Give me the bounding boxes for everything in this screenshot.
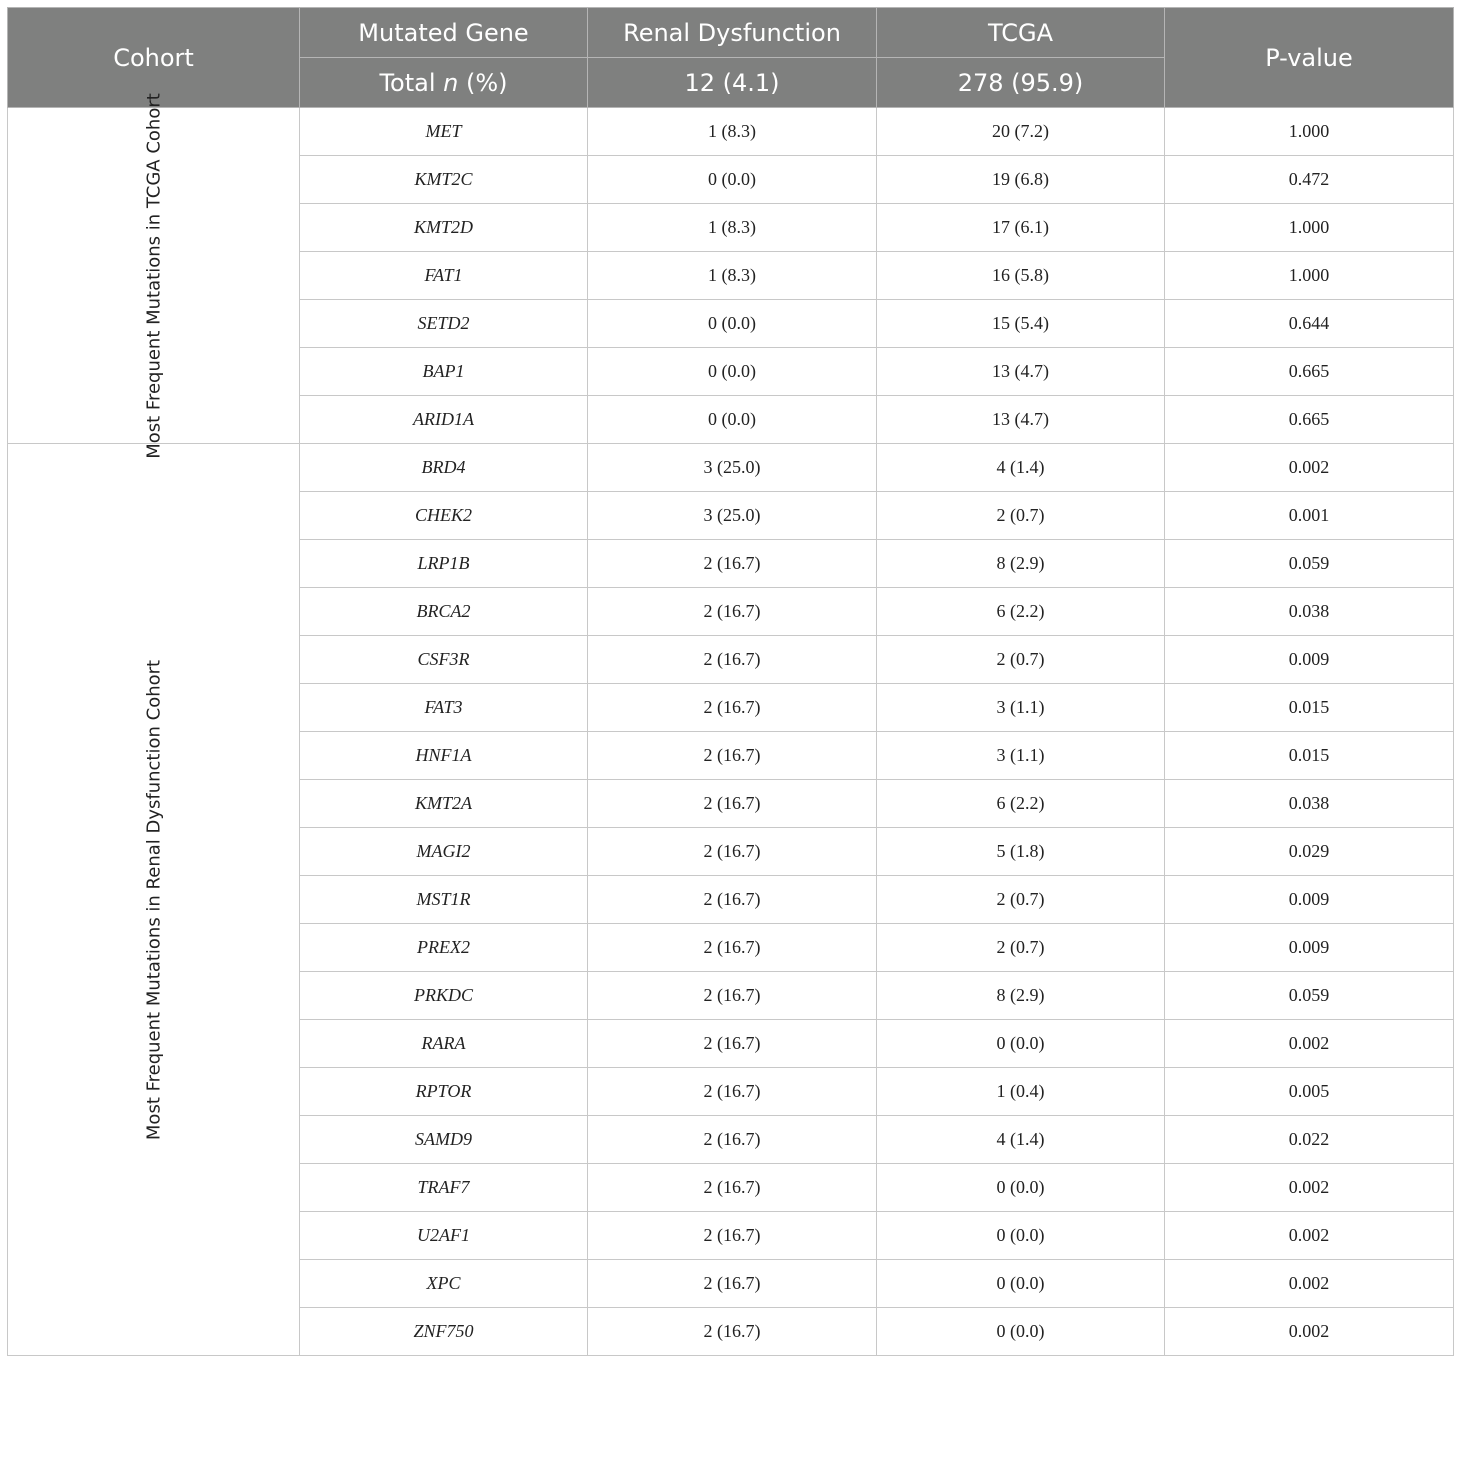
total-label-n: n (443, 68, 459, 97)
renal-dysfunction-cell: 1 (8.3) (588, 252, 877, 300)
gene-cell: MET (300, 108, 588, 156)
renal-dysfunction-cell: 2 (16.7) (588, 1116, 877, 1164)
renal-dysfunction-cell: 2 (16.7) (588, 828, 877, 876)
gene-cell: KMT2D (300, 204, 588, 252)
tcga-cell: 0 (0.0) (877, 1164, 1165, 1212)
gene-cell: MAGI2 (300, 828, 588, 876)
gene-cell: PREX2 (300, 924, 588, 972)
table-row (8, 444, 1454, 492)
tcga-cell: 2 (0.7) (877, 492, 1165, 540)
tcga-cell: 6 (2.2) (877, 588, 1165, 636)
renal-dysfunction-cell: 2 (16.7) (588, 732, 877, 780)
gene-cell: U2AF1 (300, 1212, 588, 1260)
mutation-comparison-table (7, 7, 1454, 1356)
gene-cell: TRAF7 (300, 1164, 588, 1212)
header-renal-dysfunction: Renal Dysfunction (588, 8, 877, 58)
p-value-cell: 0.002 (1165, 444, 1454, 492)
total-label-suffix: (%) (458, 68, 508, 97)
tcga-cell: 4 (1.4) (877, 1116, 1165, 1164)
gene-cell: SAMD9 (300, 1116, 588, 1164)
p-value-cell: 0.009 (1165, 924, 1454, 972)
renal-dysfunction-cell: 2 (16.7) (588, 1260, 877, 1308)
renal-dysfunction-cell: 2 (16.7) (588, 972, 877, 1020)
gene-cell: ZNF750 (300, 1308, 588, 1356)
cohort-group-label: Most Frequent Mutations in TCGA Cohort (143, 92, 164, 459)
renal-dysfunction-cell: 2 (16.7) (588, 1212, 877, 1260)
renal-dysfunction-cell: 2 (16.7) (588, 780, 877, 828)
tcga-cell: 0 (0.0) (877, 1260, 1165, 1308)
p-value-cell: 1.000 (1165, 108, 1454, 156)
tcga-cell: 8 (2.9) (877, 540, 1165, 588)
renal-dysfunction-cell: 3 (25.0) (588, 492, 877, 540)
tcga-cell: 13 (4.7) (877, 396, 1165, 444)
renal-dysfunction-cell: 2 (16.7) (588, 684, 877, 732)
tcga-cell: 2 (0.7) (877, 876, 1165, 924)
gene-cell: FAT1 (300, 252, 588, 300)
p-value-cell: 0.059 (1165, 540, 1454, 588)
renal-dysfunction-cell: 2 (16.7) (588, 876, 877, 924)
renal-dysfunction-cell: 0 (0.0) (588, 348, 877, 396)
tcga-cell: 8 (2.9) (877, 972, 1165, 1020)
gene-cell: SETD2 (300, 300, 588, 348)
renal-dysfunction-cell: 0 (0.0) (588, 156, 877, 204)
p-value-cell: 0.059 (1165, 972, 1454, 1020)
p-value-cell: 0.665 (1165, 348, 1454, 396)
header-p-value: P-value (1165, 8, 1454, 108)
header-row-1 (8, 8, 1454, 58)
renal-dysfunction-cell: 2 (16.7) (588, 1164, 877, 1212)
tcga-cell: 5 (1.8) (877, 828, 1165, 876)
gene-cell: XPC (300, 1260, 588, 1308)
p-value-cell: 0.009 (1165, 876, 1454, 924)
header-cohort: Cohort (8, 8, 300, 108)
gene-cell: PRKDC (300, 972, 588, 1020)
tcga-cell: 17 (6.1) (877, 204, 1165, 252)
renal-dysfunction-cell: 2 (16.7) (588, 588, 877, 636)
renal-dysfunction-cell: 1 (8.3) (588, 204, 877, 252)
gene-cell: BRCA2 (300, 588, 588, 636)
renal-dysfunction-cell: 2 (16.7) (588, 540, 877, 588)
tcga-cell: 2 (0.7) (877, 636, 1165, 684)
gene-cell: CHEK2 (300, 492, 588, 540)
gene-cell: ARID1A (300, 396, 588, 444)
gene-cell: RPTOR (300, 1068, 588, 1116)
p-value-cell: 0.002 (1165, 1212, 1454, 1260)
header-tcga: TCGA (877, 8, 1165, 58)
tcga-cell: 2 (0.7) (877, 924, 1165, 972)
renal-dysfunction-cell: 2 (16.7) (588, 636, 877, 684)
gene-cell: HNF1A (300, 732, 588, 780)
p-value-cell: 0.038 (1165, 780, 1454, 828)
p-value-cell: 0.038 (1165, 588, 1454, 636)
p-value-cell: 0.015 (1165, 684, 1454, 732)
table-header (8, 8, 1454, 108)
p-value-cell: 0.644 (1165, 300, 1454, 348)
gene-cell: FAT3 (300, 684, 588, 732)
p-value-cell: 0.022 (1165, 1116, 1454, 1164)
tcga-cell: 16 (5.8) (877, 252, 1165, 300)
tcga-cell: 15 (5.4) (877, 300, 1165, 348)
table-body (8, 92, 1454, 1356)
p-value-cell: 0.002 (1165, 1164, 1454, 1212)
gene-cell: BRD4 (300, 444, 588, 492)
p-value-cell: 0.009 (1165, 636, 1454, 684)
gene-cell: CSF3R (300, 636, 588, 684)
p-value-cell: 0.002 (1165, 1260, 1454, 1308)
p-value-cell: 0.029 (1165, 828, 1454, 876)
p-value-cell: 1.000 (1165, 252, 1454, 300)
header-renal-total: 12 (4.1) (588, 58, 877, 108)
gene-cell: RARA (300, 1020, 588, 1068)
tcga-cell: 0 (0.0) (877, 1308, 1165, 1356)
renal-dysfunction-cell: 2 (16.7) (588, 1068, 877, 1116)
renal-dysfunction-cell: 3 (25.0) (588, 444, 877, 492)
tcga-cell: 0 (0.0) (877, 1020, 1165, 1068)
gene-cell: KMT2C (300, 156, 588, 204)
header-mutated-gene: Mutated Gene (300, 8, 588, 58)
renal-dysfunction-cell: 2 (16.7) (588, 1308, 877, 1356)
cohort-group-label: Most Frequent Mutations in Renal Dysfunction Cohort (143, 659, 164, 1140)
cohort-group-cell (8, 92, 300, 459)
p-value-cell: 0.002 (1165, 1308, 1454, 1356)
tcga-cell: 4 (1.4) (877, 444, 1165, 492)
table-row (8, 108, 1454, 156)
gene-cell: BAP1 (300, 348, 588, 396)
renal-dysfunction-cell: 0 (0.0) (588, 300, 877, 348)
renal-dysfunction-cell: 2 (16.7) (588, 924, 877, 972)
p-value-cell: 0.005 (1165, 1068, 1454, 1116)
p-value-cell: 0.665 (1165, 396, 1454, 444)
tcga-cell: 3 (1.1) (877, 732, 1165, 780)
gene-cell: LRP1B (300, 540, 588, 588)
tcga-cell: 1 (0.4) (877, 1068, 1165, 1116)
tcga-cell: 6 (2.2) (877, 780, 1165, 828)
tcga-cell: 19 (6.8) (877, 156, 1165, 204)
header-total-label (300, 58, 588, 108)
tcga-cell: 3 (1.1) (877, 684, 1165, 732)
renal-dysfunction-cell: 1 (8.3) (588, 108, 877, 156)
p-value-cell: 0.002 (1165, 1020, 1454, 1068)
header-tcga-total: 278 (95.9) (877, 58, 1165, 108)
gene-cell: MST1R (300, 876, 588, 924)
tcga-cell: 20 (7.2) (877, 108, 1165, 156)
p-value-cell: 0.472 (1165, 156, 1454, 204)
total-label-prefix: Total (379, 68, 444, 97)
p-value-cell: 0.015 (1165, 732, 1454, 780)
renal-dysfunction-cell: 2 (16.7) (588, 1020, 877, 1068)
p-value-cell: 1.000 (1165, 204, 1454, 252)
renal-dysfunction-cell: 0 (0.0) (588, 396, 877, 444)
gene-cell: KMT2A (300, 780, 588, 828)
cohort-group-cell (8, 444, 300, 1356)
tcga-cell: 13 (4.7) (877, 348, 1165, 396)
p-value-cell: 0.001 (1165, 492, 1454, 540)
tcga-cell: 0 (0.0) (877, 1212, 1165, 1260)
